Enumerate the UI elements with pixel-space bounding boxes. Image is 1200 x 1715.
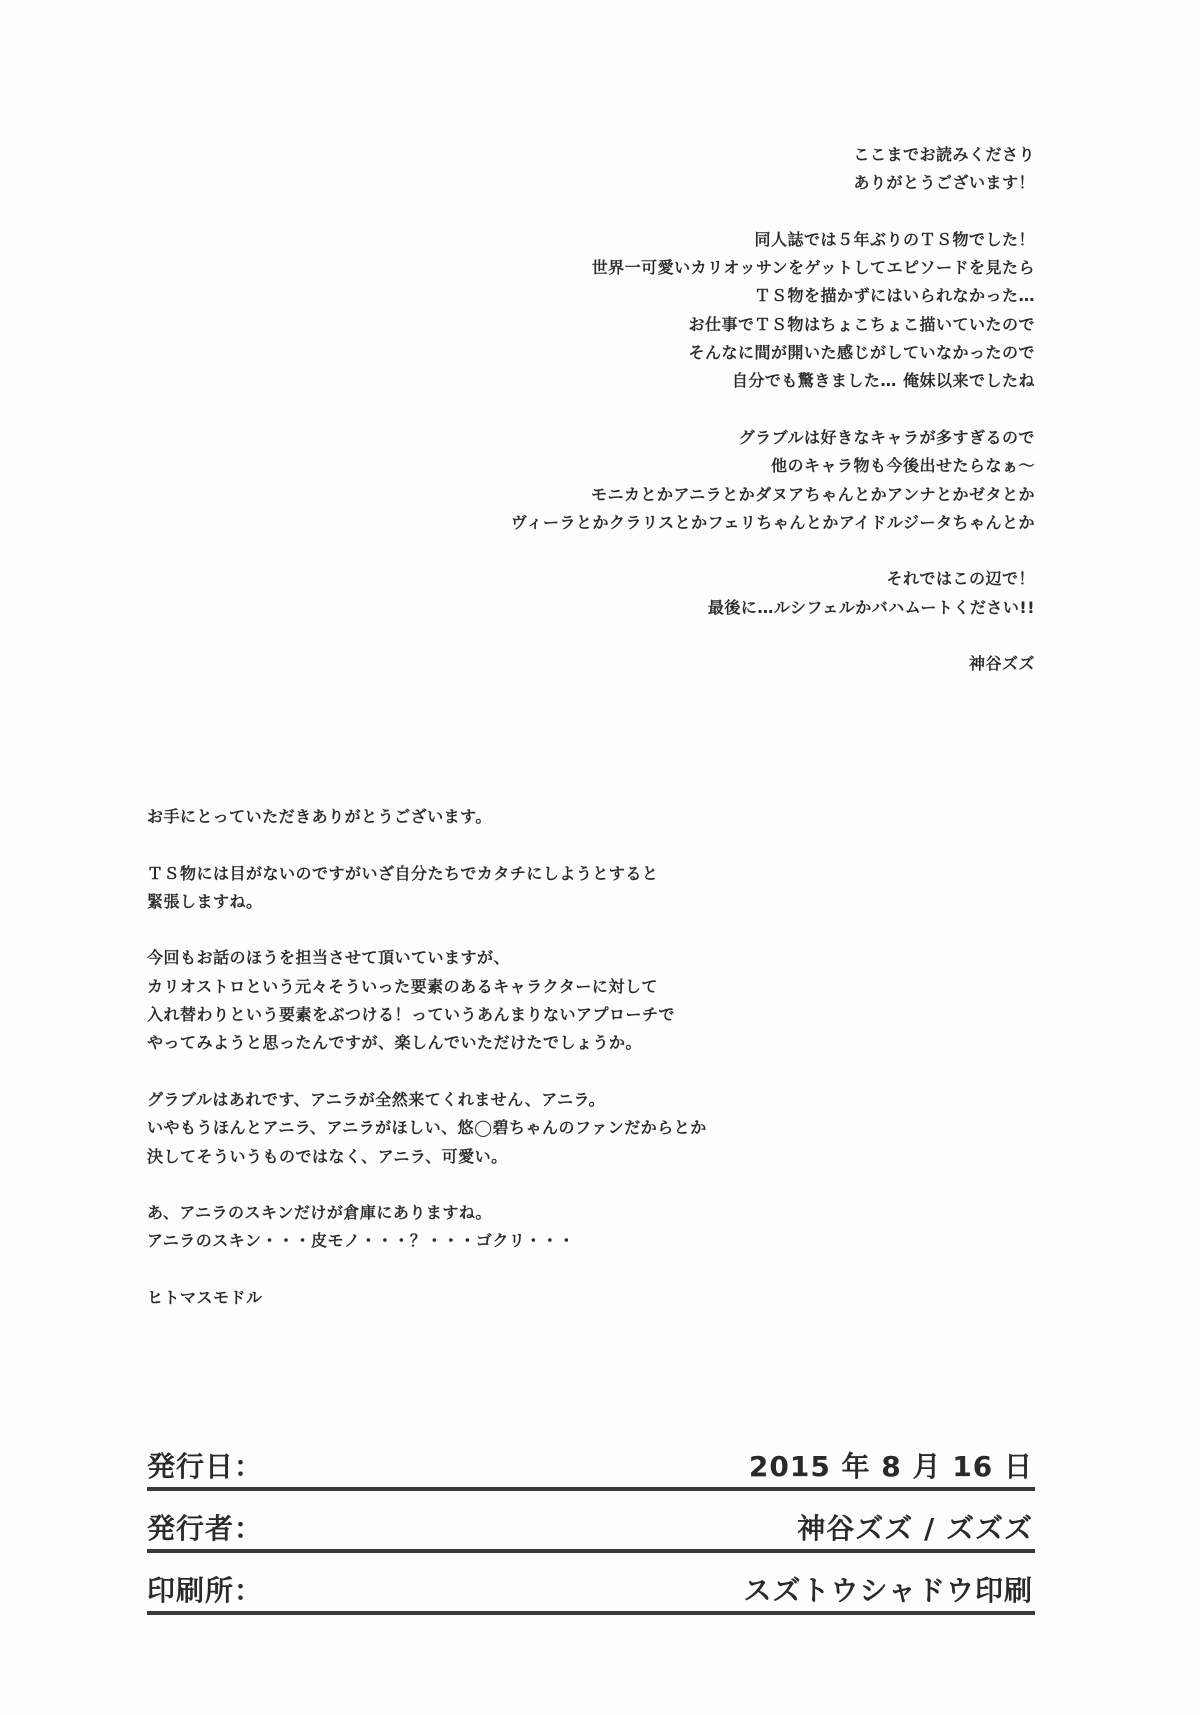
colophon-row-publish-date [147,1429,1035,1491]
note-bottom-line: グラブルはあれです、アニラが全然来てくれません、アニラ。 [147,1089,606,1109]
paragraph-gap [275,622,1035,650]
note-top-line: 自分でも驚きました… 俺妹以来でしたね [731,371,1035,391]
paragraph-gap [275,198,1035,226]
paragraph-gap [275,396,1035,424]
note-top-line: それではこの辺で！ [886,569,1035,589]
note-top-line: 最後に…ルシフェルかバハムートください!! [707,597,1035,617]
author-note-bottom [147,803,947,1312]
colophon-value: 2015 年 8 月 16 日 [748,1450,1033,1483]
note-top-line: お仕事でＴＳ物はちょこちょこ描いていたので [688,314,1035,334]
note-top-line: ヴィーラとかクラリスとかフェリちゃんとかアイドルジータちゃんとか [510,512,1035,532]
colophon-label: 発行者： [147,1512,264,1545]
paragraph-gap [147,1058,947,1086]
note-bottom-line: ＴＳ物には目がないのですがいざ自分たちでカタチにしようとすると [147,863,659,883]
note-bottom-signature: ヒトマスモドル [147,1288,263,1308]
note-top-line: グラブルは好きなキャラが多すぎるので [738,427,1035,447]
author-note-top [275,141,1035,679]
colophon-value: 神谷ズズ / ズズズ [797,1512,1033,1545]
note-bottom-line: やってみようと思ったんですが、楽しんでいただけたでしょうか。 [147,1033,643,1053]
colophon [147,1429,1035,1615]
note-bottom-line: アニラのスキン・・・皮モノ・・・？・・・ゴクリ・・・ [147,1231,575,1251]
note-bottom-line: 緊張しますね。 [147,891,263,911]
note-bottom-line: いやもうほんとアニラ、アニラがほしい、悠◯碧ちゃんのファンだからとか [147,1118,707,1138]
note-top-line: 同人誌では５年ぶりのＴＳ物でした！ [754,229,1035,249]
colophon-label: 印刷所： [147,1574,264,1607]
note-bottom-line: お手にとっていただきありがとうございます。 [147,807,492,826]
colophon-label: 発行日： [147,1450,264,1483]
note-top-line: モニカとかアニラとかダヌアちゃんとかアンナとかゼタとか [590,484,1035,504]
note-top-line: 世界一可愛いカリオッサンをゲットしてエピソードを見たら [591,258,1035,278]
note-top-signature: 神谷ズズ [968,654,1035,674]
paragraph-gap [147,1256,947,1284]
colophon-row-printer [147,1553,1035,1615]
colophon-row-publisher [147,1491,1035,1553]
paragraph-gap [147,1171,947,1199]
note-top-line: ありがとうございます！ [853,173,1035,193]
note-top-line: 他のキャラ物も今後出せたらなぁ～ [770,456,1035,476]
note-top-line: そんなに間が開いた感じがしていなかったので [688,343,1035,363]
paragraph-gap [147,831,947,859]
note-bottom-line: 入れ替わりという要素をぶつける！っていうあんまりないアプローチで [147,1005,676,1025]
paragraph-gap [147,916,947,944]
note-bottom-line: カリオストロという元々そういった要素のあるキャラクターに対して [147,976,658,996]
note-top-line: ここまでお読みくださり [853,145,1035,164]
paragraph-gap [275,537,1035,565]
note-bottom-line: あ、アニラのスキンだけが倉庫にありますね。 [147,1203,492,1223]
colophon-value: スズトウシャドウ印刷 [743,1574,1033,1607]
note-bottom-line: 今回もお話のほうを担当させて頂いていますが、 [147,948,511,968]
note-top-line: ＴＳ物を描かずにはいられなかった… [754,286,1035,306]
note-bottom-line: 決してそういうものではなく、アニラ、可愛い。 [147,1146,508,1166]
